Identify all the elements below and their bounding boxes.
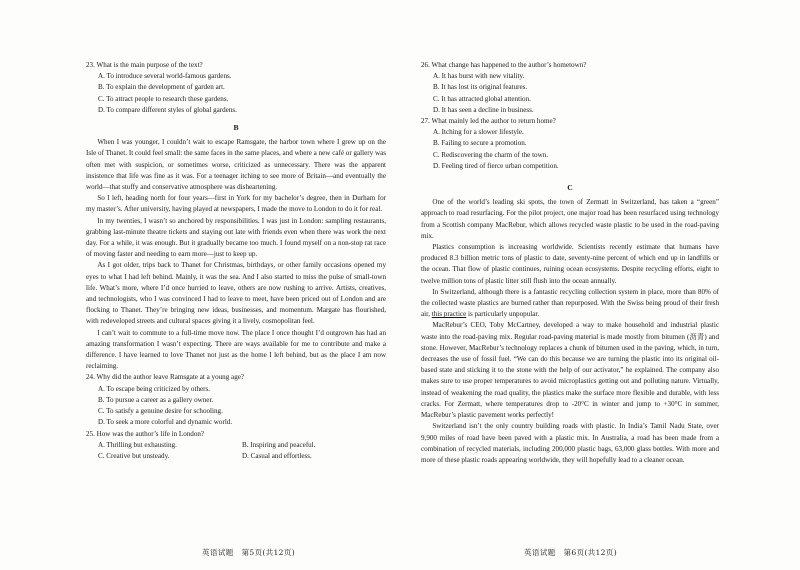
- question-25-stem: 25. How was the author’s life in London?: [86, 429, 205, 438]
- swiss-text-after: is particularly unpopular.: [466, 310, 540, 319]
- passage-c-paragraph: MacRebur’s CEO, Toby McCartney, developed a way to make household and industrial plastic waste into the road-paving mix. Regular road-paving material is made mostly from bitumen (沥青) and stone. However, MacRebur’s technology replaces a chunk of bitumen used in the paving, which, in turn, decreases the use of fossil fuel. “We can do this because we are turning the plastic into its original oil-based state and sticking it to the stone with the help of our activator,” he explained. The company also makes sure to use proper temperatures to avoid microplastics getting out and polluting nature. Virtually, instead of weakening the road quality, the plastics make the surface more flexible and durable, with less cracks. For Zermatt, where temperatures drop to -20°C in winter and jump to +30°C in summer, MacRebur’s plastic pavement works perfectly!: [421, 321, 719, 420]
- page-footer-left: 英语试题 第5页(共12页): [202, 548, 295, 557]
- passage-c-swiss-paragraph: [421, 287, 719, 321]
- passage-b-paragraph: So I left, heading north for four years—first in York for my bachelor’s degree, then in Durham for my master’s. After university, having played at newspapers, I made the move to London to do it for real.: [86, 194, 386, 214]
- question-27-option-c: C. Rediscovering the charm of the town.: [433, 150, 549, 159]
- question-23-option-a: A. To introduce several world-famous gardens.: [98, 72, 232, 81]
- right-page: [421, 60, 719, 466]
- section-b-heading: B: [233, 123, 239, 133]
- page-footer-right: 英语试题 第6页(共12页): [524, 548, 617, 557]
- question-26-option-d: D. It has seen a decline in business.: [433, 105, 534, 114]
- question-25-options-row2: [98, 451, 386, 462]
- question-25-option-d: D. Casual and effortless.: [242, 451, 312, 460]
- question-25-option-b: B. Inspiring and peaceful.: [242, 440, 316, 449]
- question-23-option-b: B. To explain the development of garden art.: [98, 83, 225, 92]
- question-27-stem: 27. What mainly led the author to return home?: [421, 117, 556, 126]
- passage-b-paragraph: In my twenties, I wasn’t so anchored by responsibilities. I was just in London: sampling restaurants, grabbing last-minute theatre tickets and staying out late with friends even when there was work the next day. For a while, it was enough. But it gradually became too much. I found myself on a non-stop rat race of moving faster and needing to earn more—just to keep up.: [86, 216, 386, 259]
- question-26-option-b: B. It has lost its original features.: [433, 83, 528, 92]
- question-26-stem: 26. What change has happened to the author’s hometown?: [421, 61, 587, 69]
- question-26-option-c: C. It has attracted global attention.: [433, 94, 531, 103]
- passage-b-paragraph: When I was younger, I couldn’t wait to escape Ramsgate, the harbor town where I grew up on the Isle of Thanet. It could feel small: the same faces in the same places, and where a new café or gallery was often met with suspicion, or sometimes worse, criticized as unnecessary. There was the apparent insistence that life was fine as it was. For a teenager itching to see more of Britain—and eventually the world—that stuffy and conservative atmosphere was disheartening.: [86, 138, 386, 192]
- question-25-option-c: C. Creative but unsteady.: [98, 451, 170, 460]
- question-26-option-a: A. It has burst with new vitality.: [433, 72, 525, 81]
- passage-c-paragraph: Switzerland isn’t the only country building roads with plastic. In India’s Tamil Nadu State, over 9,900 miles of road have been paved with a plastic mix. In Australia, a road has been made from a combination of recycled materials, including 200,000 plastic bags, 63,000 glass bottles. With more and more of these plastic roads appearing worldwide, they will hopefully lead to a cleaner ocean.: [421, 422, 719, 464]
- passage-c-paragraph: One of the world’s leading ski spots, the town of Zermatt in Switzerland, has taken a “green” approach to road resurfacing. For the pilot project, one major road has been resurfaced using technology from a Scottish company MacRebur, which allows recycled waste plastic to be used in the road-paving mix.: [421, 198, 719, 240]
- swiss-text-before: In Switzerland, although there is a fantastic recycling collection system in place, more than 80% of the collected waste plastics are burned rather than repurposed. With the Swiss being proud of their fresh air,: [421, 287, 719, 319]
- question-23-option-d: D. To compare different styles of global gardens.: [98, 105, 237, 114]
- question-25-option-a: A. Thrilling but exhausting.: [98, 440, 177, 449]
- question-24-option-a: A. To escape being criticized by others.: [98, 384, 211, 393]
- passage-b-paragraph: As I got older, trips back to Thanet for Christmas, birthdays, or other family occasions opened my eyes to what I had left behind. Mainly, it was the sea. And I also started to miss the pulse of small-town life. What’s more, where I’d once hurried to leave, others are now rushing to arrive. Artists, creatives, and technologists, who I was convinced I had to leave to meet, have been priced out of London and are flocking to Thanet. They’re bringing new ideas, businesses, and momentum. Margate has flourished, with redeveloped streets and cultural spaces giving it a lively, cosmopolitan feel.: [86, 261, 386, 326]
- question-23-stem: 23. What is the main purpose of the text?: [86, 61, 203, 69]
- passage-b-paragraph: I can’t wait to commute to a full-time move now. The place I once thought I’d outgrown has had an amazing transformation I wasn’t expecting. There are ways available for me to contribute and make a difference. I have learned to love Thanet not just as the home I left behind, but as the place I am now reclaiming.: [86, 328, 386, 371]
- left-page: [86, 60, 386, 462]
- question-25-options-row1: [98, 440, 386, 451]
- question-27-option-a: A. Itching for a slower lifestyle.: [433, 128, 524, 137]
- question-27-option-d: D. Feeling tired of fierce urban competition.: [433, 161, 559, 170]
- passage-c-paragraph: Plastics consumption is increasing worldwide. Scientists recently estimate that humans have produced 8.3 billion metric tons of plastic to date, seventy-nine percent of which end up in landfills or the ocean. That flow of plastic continues, ruining ocean ecosystems. Despite recycling efforts, eight to twelve million tons of plastic litter still flush into the ocean annually.: [421, 243, 719, 285]
- question-24-stem: 24. Why did the author leave Ramsgate at a young age?: [86, 373, 245, 382]
- question-27-option-b: B. Failing to secure a promotion.: [433, 139, 527, 148]
- underlined-phrase: this practice: [431, 310, 467, 319]
- section-c-heading: C: [567, 183, 573, 193]
- question-24-option-d: D. To seek a more colorful and dynamic world.: [98, 418, 233, 427]
- question-24-option-c: C. To satisfy a genuine desire for schooling.: [98, 407, 223, 416]
- question-24-option-b: B. To pursue a career as a gallery owner.: [98, 395, 214, 404]
- question-23-option-c: C. To attract people to research these gardens.: [98, 94, 229, 103]
